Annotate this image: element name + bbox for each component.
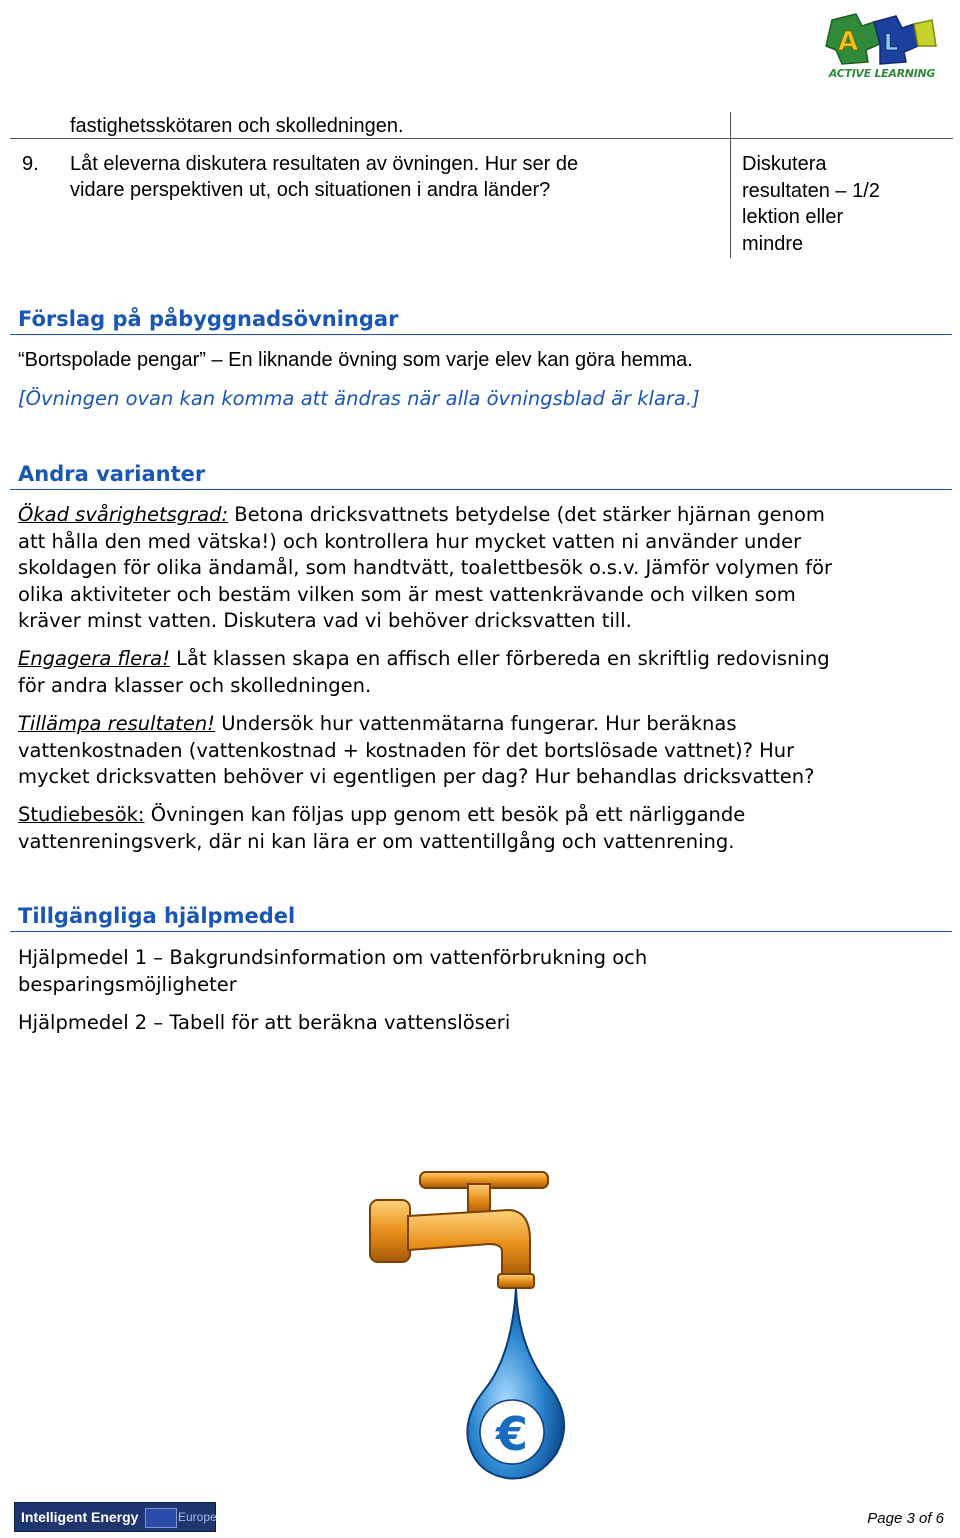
step-text-line-1: Låt eleverna diskutera resultaten av övningen. Hur ser de xyxy=(70,153,579,175)
side-note-line: Diskutera xyxy=(742,153,827,175)
text-line: skoldagen för olika ändamål, som handtvätt, toalettbesök o.s.v. Jämför volymen för xyxy=(18,556,833,579)
table-divider-vertical xyxy=(730,112,731,258)
svg-text:€: € xyxy=(495,1407,529,1461)
svg-text:L: L xyxy=(884,31,899,56)
text-line: Låt klassen skapa en affisch eller förbereda en skriftlig redovisning xyxy=(169,647,830,670)
text-line: mycket dricksvatten behöver vi egentligen per dag? Hur behandlas dricksvatten? xyxy=(18,765,815,788)
step-text-line-2: vidare perspektiven ut, och situationen i andra länder? xyxy=(70,179,551,201)
heading-rule xyxy=(10,489,952,490)
logo-text: Intelligent Energy xyxy=(21,1509,139,1525)
step-number: 9. xyxy=(22,153,39,175)
label-engage: Engagera flera! xyxy=(18,647,170,670)
text-line: vattenkostnaden (vattenkostnad + kostnaden för det bortslösade vattnet)? Hur xyxy=(18,738,795,762)
text-line: kräver minst vatten. Diskutera vad vi behöver dricksvatten till. xyxy=(18,609,632,632)
heading-rule xyxy=(10,931,952,932)
section-heading-variants: Andra varianter xyxy=(18,462,206,486)
svg-text:A: A xyxy=(838,27,859,57)
paragraph-apply xyxy=(18,711,952,791)
text-line: vattenreningsverk, där ni kan lära er om vattentillgång och vattenrening. xyxy=(18,829,735,853)
section-heading-resources: Tillgängliga hjälpmedel xyxy=(18,904,296,928)
side-note xyxy=(742,151,880,257)
resource-item-2: Hjälpmedel 2 – Tabell för att beräkna vattenslöseri xyxy=(18,1011,511,1034)
extension-line-1: “Bortspolade pengar” – En liknande övning som varje elev kan göra hemma. xyxy=(18,349,693,371)
page-number: Page 3 of 6 xyxy=(867,1510,944,1527)
paragraph-engage xyxy=(18,646,952,699)
text-line: Övningen kan följas upp genom ett besök på ett närliggande xyxy=(144,803,746,826)
label-study-visit: Studiebesök: xyxy=(18,803,145,826)
section-heading-extensions: Förslag på påbyggnadsövningar xyxy=(18,307,399,331)
intelligent-energy-logo xyxy=(14,1502,216,1532)
text-line: Undersök hur vattenmätarna fungerar. Hur beräknas xyxy=(215,712,737,735)
resource-item-1 xyxy=(18,945,647,998)
faucet-euro-drop-illustration xyxy=(360,1160,600,1490)
text-line: för andra klasser och skolledningen. xyxy=(18,673,372,697)
logo-suffix: Europe xyxy=(178,1510,217,1524)
table-row-top-text: fastighetsskötaren och skolledningen. xyxy=(70,115,404,137)
active-learning-logo xyxy=(822,6,940,86)
text-line: besparingsmöjligheter xyxy=(18,972,237,996)
heading-rule xyxy=(10,334,952,335)
label-apply: Tillämpa resultaten! xyxy=(18,712,215,735)
text-line: Hjälpmedel 1 – Bakgrundsinformation om vattenförbrukning och xyxy=(18,946,648,969)
paragraph-study-visit xyxy=(18,802,952,855)
paragraph-difficulty xyxy=(18,502,952,635)
label-difficulty: Ökad svårighetsgrad: xyxy=(18,503,229,526)
extension-note: [Övningen ovan kan komma att ändras när alla övningsblad är klara.] xyxy=(18,387,700,410)
side-note-line: lektion eller xyxy=(742,206,844,228)
side-note-line: resultaten – 1/2 xyxy=(742,179,880,202)
text-line: att hålla den med vätska!) och kontrollera hur mycket vatten ni använder under xyxy=(18,529,802,553)
logo-caption: ACTIVE LEARNING xyxy=(828,67,936,80)
text-line: olika aktiviteter och bestäm vilken som är mest vattenkrävande och vilken som xyxy=(18,582,796,606)
text-line: Betona dricksvattnets betydelse (det stärker hjärnan genom xyxy=(228,503,825,526)
side-note-line: mindre xyxy=(742,232,804,255)
eu-flag-icon xyxy=(145,1508,177,1528)
